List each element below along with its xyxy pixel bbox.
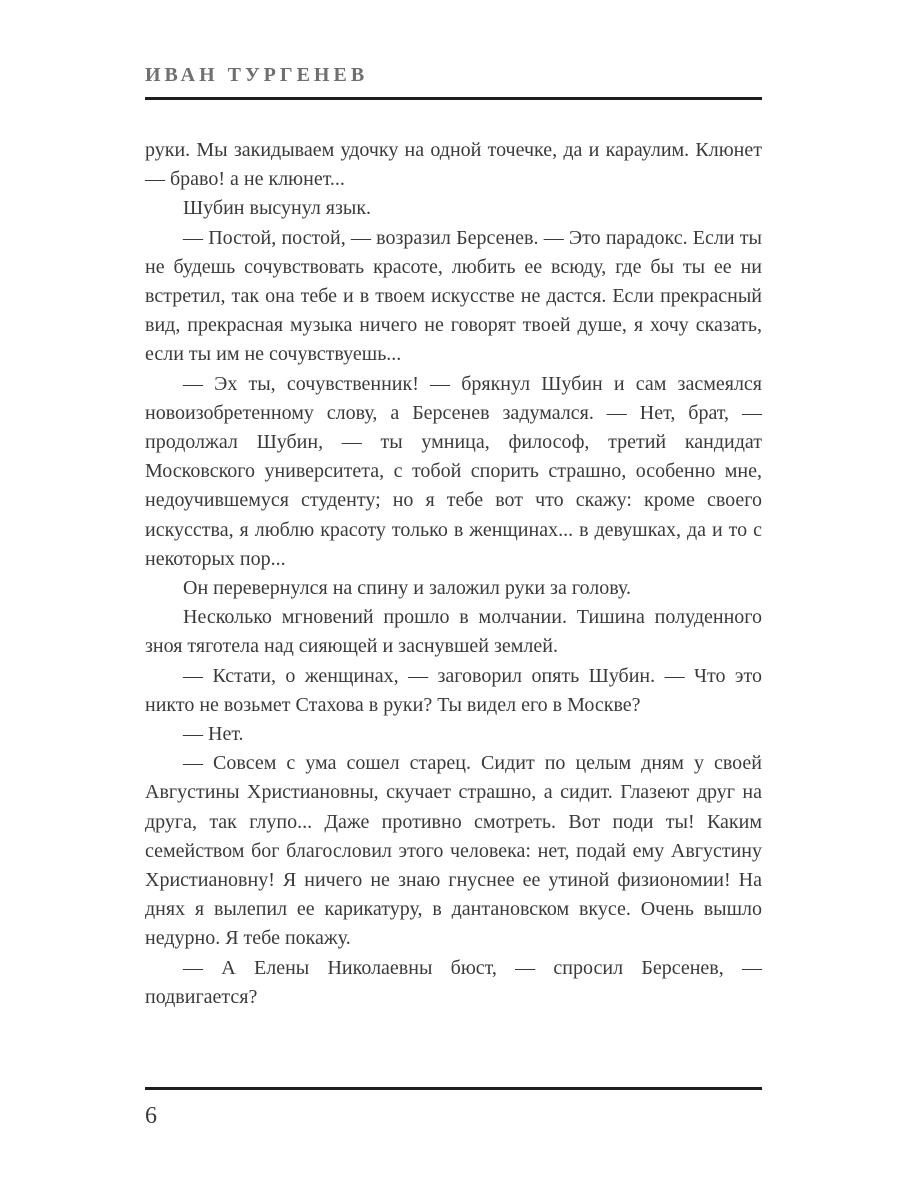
paragraph: Он перевернулся на спину и заложил руки за голову.: [183, 577, 632, 600]
text-block: [145, 136, 762, 1012]
paragraph-continuation: руки. Мы закидываем удочку на одной точечке, да и караулим. Клюнет — браво! а не клюнет...: [145, 139, 762, 191]
paragraph: Несколько мгновений прошло в молчании. Тишина полуденного зноя тяготела над сияющей и заснувшей землей.: [145, 606, 762, 658]
page-number: 6: [145, 1103, 157, 1129]
paragraph: — Постой, постой, — возразил Берсенев. — Это парадокс. Если ты не будешь сочувствовать красоте, любить ее всюду, где бы ты ее ни встретил, так она тебе и в твоем искусстве не дастся. Если прекрасный вид, прекрасная музыка ничего не говорят твоей душе, я хочу сказать, если ты им не сочувствуешь...: [145, 226, 762, 366]
paragraph: — Эх ты, сочувственник! — брякнул Шубин и сам засмеялся новоизобретенному слову, а Берсенев задумался. — Нет, брат, — продолжал Шубин, — ты умница, философ, третий кандидат Московского университета, с тобой спорить страшно, особенно мне, недоучившемуся студенту; но я тебе вот что скажу: кроме своего искусства, я люблю красоту только в женщинах... в девушках, да и то с некоторых пор...: [145, 372, 762, 570]
paragraph: — Совсем с ума сошел старец. Сидит по целым дням у своей Августины Христиановны, скучает страшно, а сидит. Глазеют друг на друга, так глупо... Даже противно смотреть. Вот поди ты! Каким семейством бог благословил этого человека: нет, подай ему Августину Христиановну! Я ничего не знаю гнуснее ее утиной физиономии! На днях я вылепил ее карикатуру, в дантановском вкусе. Очень вышло недурно. Я тебе покажу.: [145, 752, 762, 950]
header-rule: [145, 97, 762, 100]
page-footer: [145, 1077, 762, 1130]
author-name: ИВАН ТУРГЕНЕВ: [145, 64, 369, 86]
paragraph: Шубин высунул язык.: [183, 197, 372, 220]
paragraph: — А Елены Николаевны бюст, — спросил Берсенев, — подвигается?: [145, 956, 762, 1008]
footer-rule: [145, 1087, 762, 1090]
paragraph: — Нет.: [183, 723, 244, 746]
paragraph: — Кстати, о женщинах, — заговорил опять Шубин. — Что это никто не возьмет Стахова в руки? Ты видел его в Москве?: [145, 664, 762, 716]
page-header: [145, 64, 762, 100]
